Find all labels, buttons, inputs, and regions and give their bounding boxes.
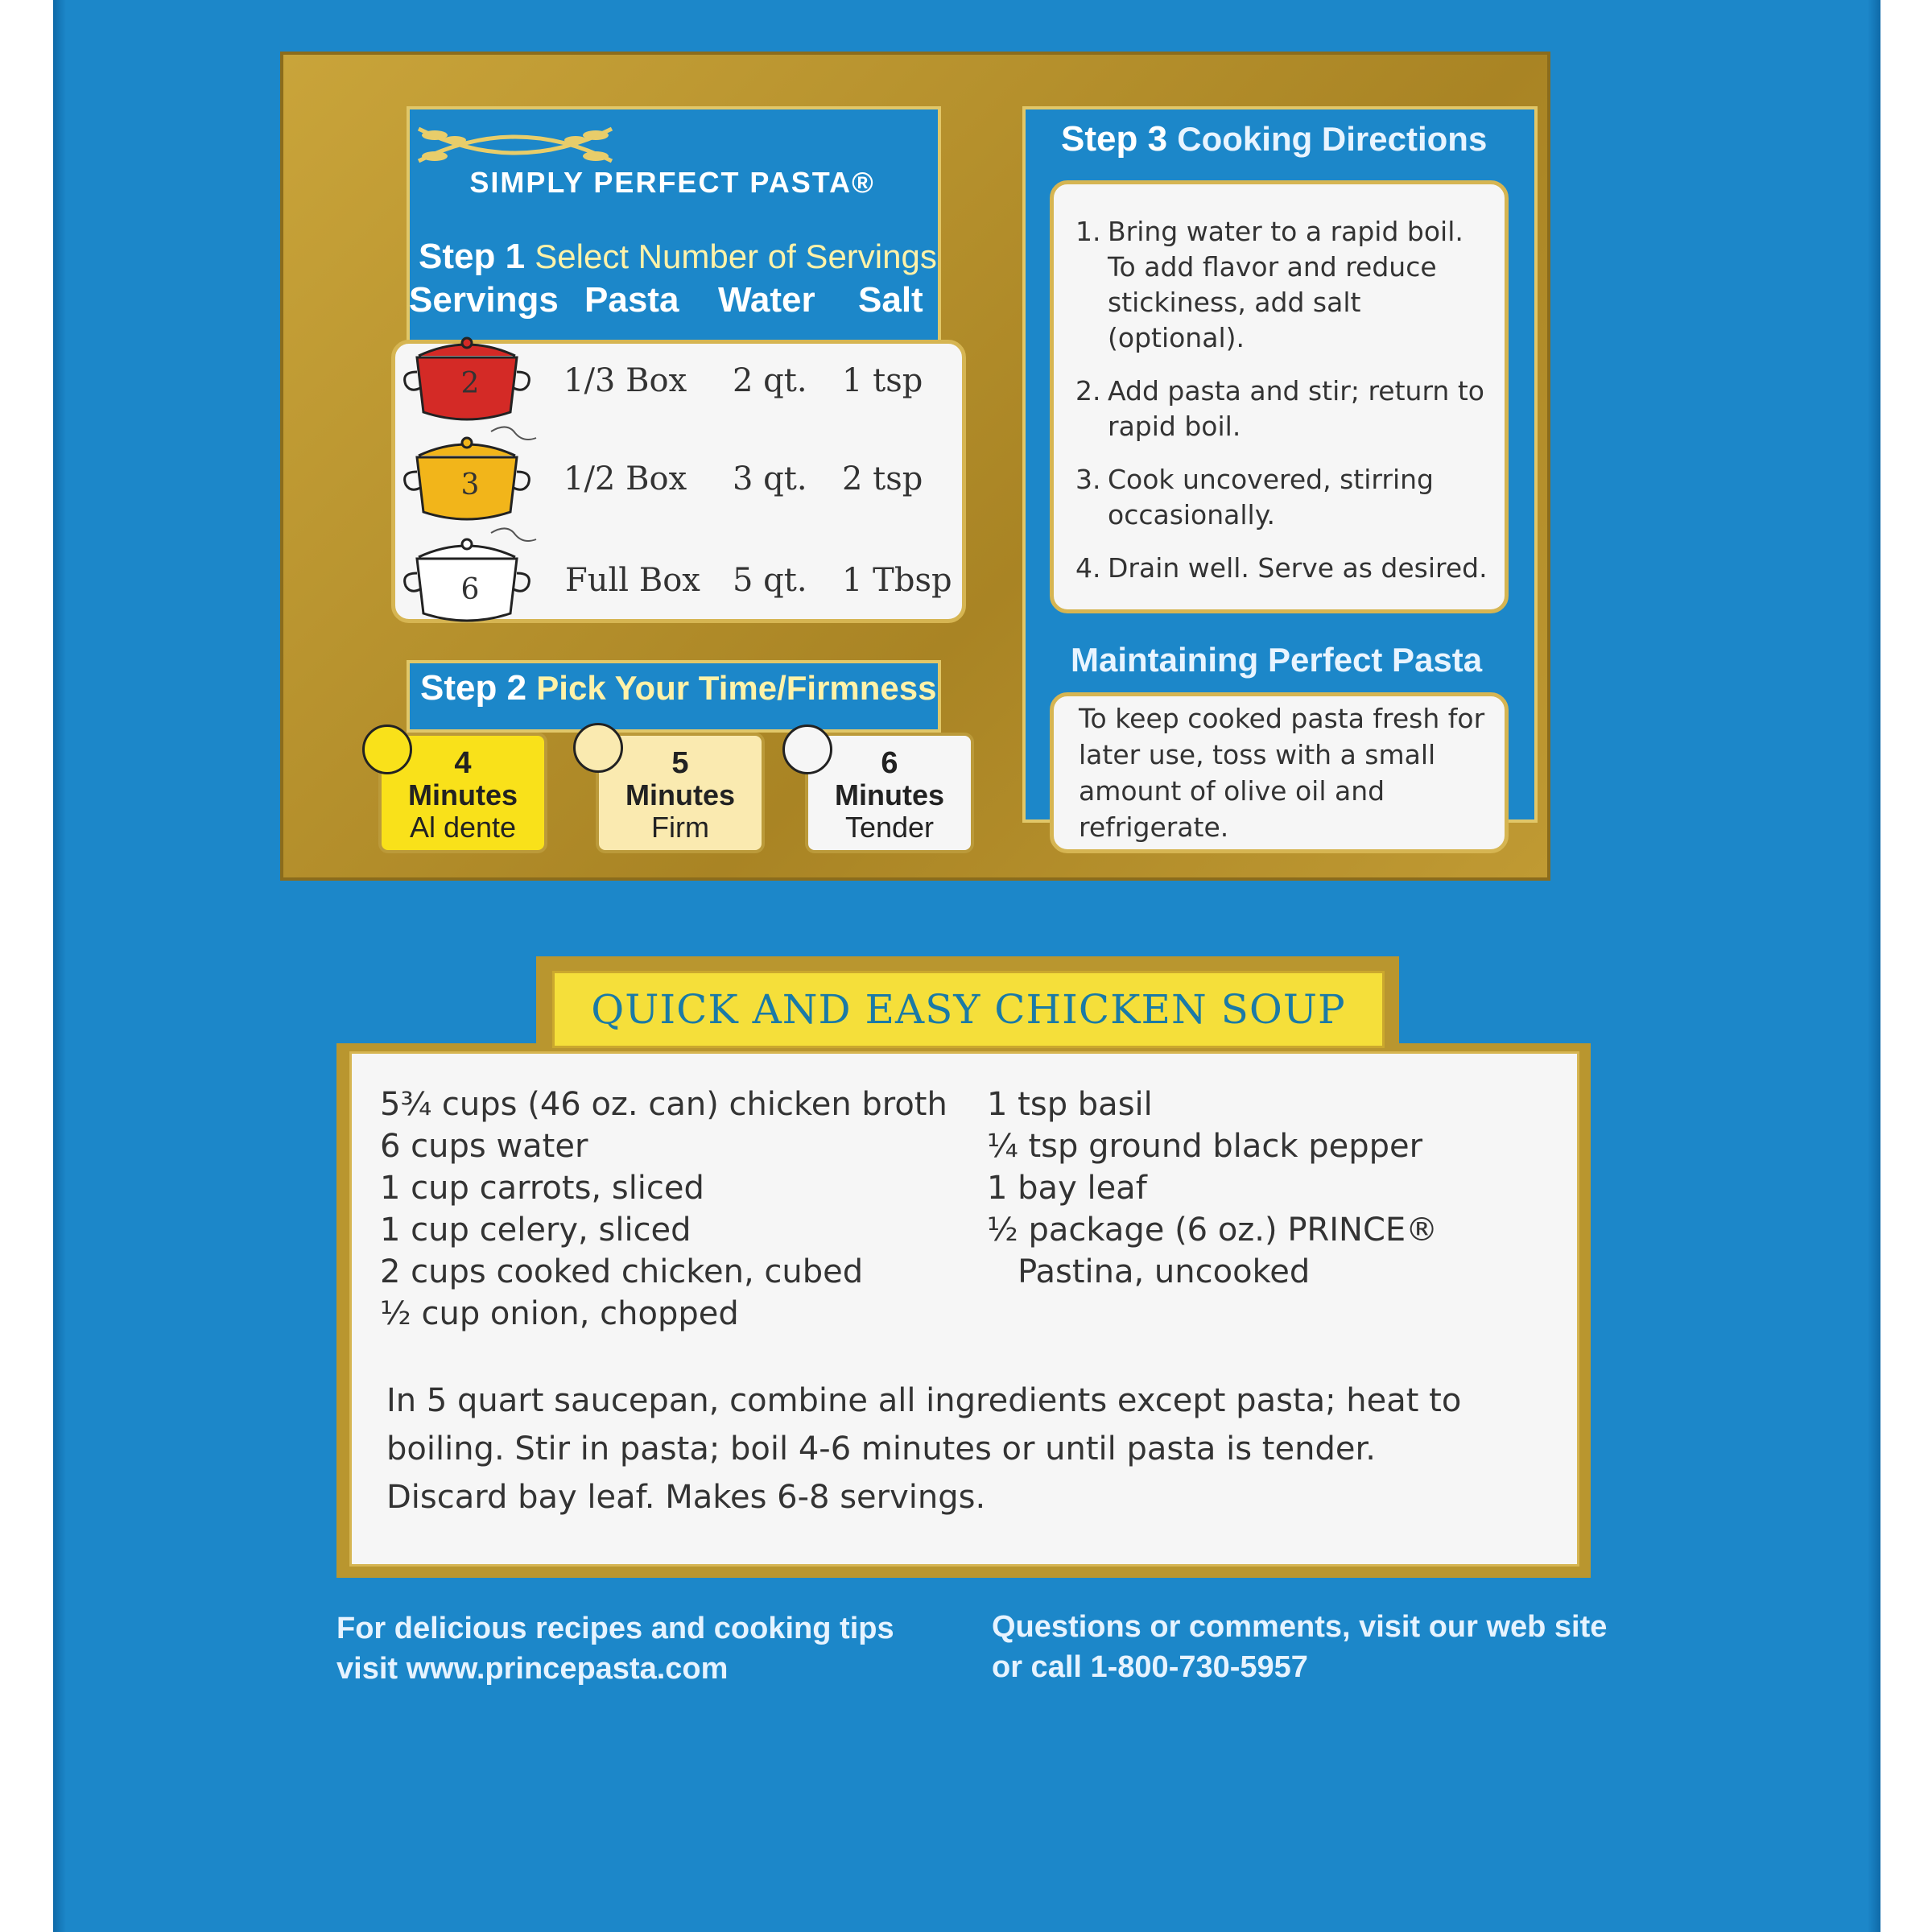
direction-number: 3. — [1075, 464, 1101, 495]
ingredient: ½ package (6 oz.) PRINCE® — [987, 1212, 1439, 1249]
step1-heading — [419, 237, 937, 277]
footer-left-line1: For delicious recipes and cooking tips — [336, 1612, 894, 1645]
step3-heading — [1061, 119, 1487, 159]
ingredient: 1 cup carrots, sliced — [380, 1170, 704, 1207]
ingredient: 6 cups water — [380, 1128, 588, 1165]
footer-phone: or call 1-800-730-5957 — [992, 1650, 1308, 1684]
directions-list — [1075, 214, 1494, 604]
step2-title: Pick Your Time/Firmness — [536, 669, 937, 707]
ingredient: 1 bay leaf — [987, 1170, 1147, 1207]
right-edge-shade — [1868, 0, 1880, 1932]
clock-icon — [782, 724, 832, 774]
left-edge-shade — [53, 0, 66, 1932]
maintaining-text: To keep cooked pasta fresh for later use, toss with a small amount of olive oil and refrigerate. — [1079, 703, 1485, 843]
footer-website-link[interactable]: visit www.princepasta.com — [336, 1652, 729, 1686]
time-minutes-value: 5 — [671, 746, 689, 780]
ingredient: ¼ tsp ground black pepper — [987, 1128, 1423, 1165]
time-unit: Minutes — [407, 778, 518, 811]
column-pasta: Pasta — [584, 280, 679, 320]
column-water: Water — [718, 280, 815, 320]
step2-label: Step 2 — [420, 668, 527, 708]
firmness-label: Al dente — [409, 811, 517, 844]
step3-title: Cooking Directions — [1177, 120, 1488, 158]
firmness-label: Firm — [651, 811, 709, 844]
firmness-label: Tender — [844, 811, 935, 844]
maintaining-title: Maintaining Perfect Pasta — [1071, 641, 1483, 679]
footer-right-line1: Questions or comments, visit our web site — [992, 1610, 1608, 1644]
direction-step — [1075, 214, 1494, 356]
ingredient: Pastina, uncooked — [987, 1253, 1311, 1290]
clock-icon — [573, 723, 623, 773]
direction-number: 2. — [1075, 375, 1101, 407]
ingredient: 5¾ cups (46 oz. can) chicken broth — [380, 1086, 947, 1123]
pasta-amount: Full Box — [565, 562, 700, 599]
direction-step — [1075, 462, 1494, 533]
time-unit: Minutes — [625, 778, 735, 811]
ingredient: ½ cup onion, chopped — [380, 1295, 739, 1332]
footer-left — [336, 1608, 894, 1689]
water-amount: 3 qt. — [733, 460, 807, 497]
direction-text: Add pasta and stir; return to rapid boil. — [1108, 375, 1484, 442]
direction-step — [1075, 374, 1494, 444]
direction-step — [1075, 551, 1494, 586]
ingredient: 2 cups cooked chicken, cubed — [380, 1253, 864, 1290]
recipe-title: QUICK AND EASY CHICKEN SOUP — [591, 986, 1346, 1033]
time-minutes-value: 6 — [881, 746, 898, 780]
direction-number: 4. — [1075, 552, 1101, 584]
column-salt: Salt — [858, 280, 923, 320]
recipe-method: In 5 quart saucepan, combine all ingredients except pasta; heat to boiling. Stir in pasta; boil 4-6 minutes or until pasta is tender. Discard bay leaf. Makes 6-8 servings. — [386, 1382, 1462, 1516]
brand-name: SIMPLY PERFECT PASTA® — [469, 166, 875, 199]
clock-icon — [362, 724, 412, 774]
footer-right — [992, 1607, 1607, 1687]
ingredient: 1 cup celery, sliced — [380, 1212, 691, 1249]
step3-label: Step 3 — [1061, 119, 1168, 159]
water-amount: 5 qt. — [733, 562, 807, 599]
direction-text: Drain well. Serve as desired. — [1108, 552, 1488, 584]
salt-amount: 2 tsp — [842, 460, 923, 497]
servings-value: 6 — [460, 573, 480, 606]
step2-heading — [420, 668, 937, 708]
pasta-amount: 1/2 Box — [564, 460, 687, 497]
water-amount: 2 qt. — [733, 362, 807, 399]
time-unit: Minutes — [834, 778, 944, 811]
ingredient: 1 tsp basil — [987, 1086, 1153, 1123]
salt-amount: 1 tsp — [842, 362, 923, 399]
direction-text: Bring water to a rapid boil. To add flavor and reduce stickiness, add salt (optional). — [1108, 216, 1463, 353]
servings-value: 2 — [460, 367, 480, 400]
pasta-amount: 1/3 Box — [564, 362, 687, 399]
step1-label: Step 1 — [419, 237, 526, 276]
wheat-logo-icon — [411, 121, 620, 169]
direction-text: Cook uncovered, stirring occasionally. — [1108, 464, 1434, 530]
salt-amount: 1 Tbsp — [842, 562, 952, 599]
direction-number: 1. — [1075, 216, 1101, 247]
servings-value: 3 — [460, 469, 480, 502]
time-minutes-value: 4 — [454, 746, 472, 780]
step1-title: Select Number of Servings — [535, 237, 937, 275]
column-servings: Servings — [409, 280, 559, 320]
